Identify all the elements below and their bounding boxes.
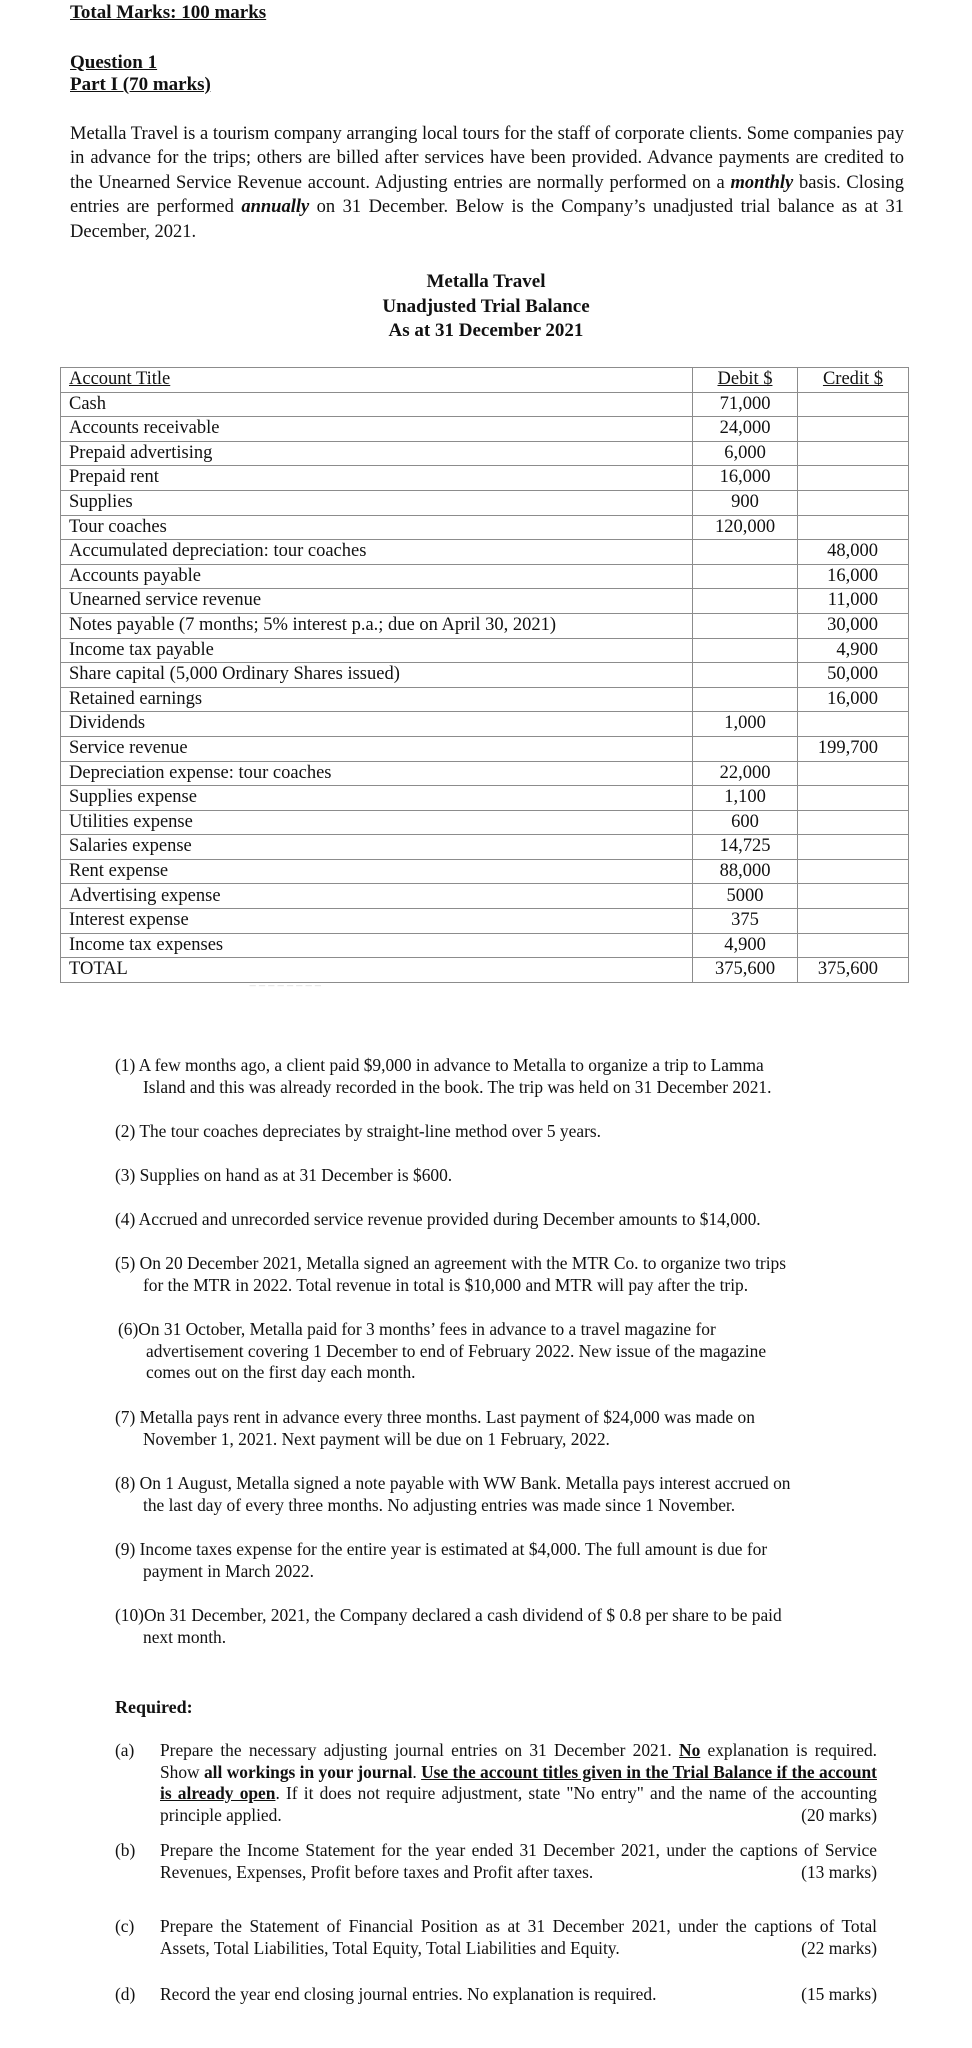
table-row	[61, 540, 909, 565]
debit-cell: 16,000	[693, 466, 798, 491]
adjustment-line: Supplies on hand as at 31 December is $600.	[139, 1165, 453, 1185]
table-row	[61, 736, 909, 761]
debit-cell	[693, 540, 798, 565]
table-row	[61, 490, 909, 515]
adjustment-number: (7)	[115, 1407, 136, 1427]
credit-cell	[798, 490, 909, 515]
adjustment-line: Accrued and unrecorded service revenue provided during December amounts to $14,000.	[138, 1209, 761, 1229]
debit-cell: 375	[693, 909, 798, 934]
marks-label: (22 marks)	[801, 1937, 877, 1958]
adjustment-number: (2)	[115, 1121, 136, 1141]
adjustment-item	[115, 1605, 877, 1648]
debit-cell: 14,725	[693, 835, 798, 860]
debit-cell: 5000	[693, 884, 798, 909]
table-row	[61, 712, 909, 737]
adjustment-number: (1)	[115, 1055, 136, 1075]
credit-cell	[798, 810, 909, 835]
account-title-cell: Service revenue	[61, 736, 693, 761]
trial-balance-title-block	[0, 270, 972, 344]
intro-text-2: basis. Closing entries are performed	[70, 172, 904, 218]
account-title-cell: Tour coaches	[61, 515, 693, 540]
adjustment-item	[115, 1209, 877, 1231]
adjustment-line: On 1 August, Metalla signed a note payable with WW Bank. Metalla pays interest accrued on	[139, 1473, 791, 1493]
debit-cell: 22,000	[693, 761, 798, 786]
credit-cell	[798, 859, 909, 884]
credit-cell	[798, 392, 909, 417]
adjustment-line: On 20 December 2021, Metalla signed an agreement with the MTR Co. to organize two trips	[139, 1253, 786, 1273]
debit-cell	[693, 613, 798, 638]
requirement-text: Prepare the Statement of Financial Position as at 31 December 2021, under the captions of Total Assets, Total Liabilities, Total Equity, Total Liabilities and Equity. (22 marks)	[160, 1916, 877, 1958]
credit-cell	[798, 909, 909, 934]
marks-label: (13 marks)	[801, 1861, 877, 1882]
intro-emphasis-monthly: monthly	[730, 172, 794, 193]
table-row	[61, 663, 909, 688]
adjustment-line: Island and this was already recorded in the book. The trip was held on 31 December 2021.	[143, 1076, 772, 1097]
table-row	[61, 515, 909, 540]
credit-cell: 30,000	[798, 613, 909, 638]
adjustment-line: comes out on the first day each month.	[146, 1362, 416, 1382]
statement-title: Unadjusted Trial Balance	[382, 295, 590, 317]
adjustment-line: The tour coaches depreciates by straight-line method over 5 years.	[139, 1121, 601, 1141]
requirement-letter: (c)	[115, 1916, 135, 1936]
requirement-letter: (b)	[115, 1840, 136, 1860]
account-title-cell: Share capital (5,000 Ordinary Shares issued)	[61, 663, 693, 688]
debit-header: Debit $	[693, 368, 798, 393]
credit-cell: 199,700	[798, 736, 909, 761]
account-title-cell: Cash	[61, 392, 693, 417]
adjustment-line: Metalla pays rent in advance every three months. Last payment of $24,000 was made on	[139, 1407, 755, 1427]
requirement-letter: (a)	[115, 1740, 135, 1760]
adjustment-item	[115, 1055, 877, 1098]
cropped-text-fragment: ‾ ‾ ‾ ‾ ‾ ‾ ‾ ‾	[250, 985, 321, 1002]
adjustment-number: (5)	[115, 1253, 136, 1273]
table-row	[61, 687, 909, 712]
table-row	[61, 589, 909, 614]
adjustment-line: On 31 December, 2021, the Company declared a cash dividend of $ 0.8 per share to be paid	[143, 1605, 782, 1625]
intro-emphasis-annually: annually	[241, 197, 310, 218]
adjustment-line: A few months ago, a client paid $9,000 in advance to Metalla to organize a trip to Lamma	[138, 1055, 764, 1075]
debit-cell: 600	[693, 810, 798, 835]
table-row	[61, 638, 909, 663]
debit-cell	[693, 736, 798, 761]
table-row	[61, 564, 909, 589]
debit-cell	[693, 663, 798, 688]
debit-cell: 120,000	[693, 515, 798, 540]
adjustment-line: November 1, 2021. Next payment will be due on 1 February, 2022.	[143, 1428, 610, 1449]
account-title-cell: Accounts payable	[61, 564, 693, 589]
credit-cell	[798, 712, 909, 737]
adjustment-line: for the MTR in 2022. Total revenue in total is $10,000 and MTR will pay after the trip.	[143, 1274, 749, 1295]
credit-cell	[798, 761, 909, 786]
requirement-letter: (d)	[115, 1984, 136, 2004]
total-marks-heading: Total Marks: 100 marks	[70, 2, 267, 23]
table-row	[61, 613, 909, 638]
account-title-cell: Income tax expenses	[61, 933, 693, 958]
question-heading	[70, 52, 211, 96]
adjustment-line: next month.	[143, 1626, 227, 1647]
table-row	[61, 835, 909, 860]
account-title-cell: Income tax payable	[61, 638, 693, 663]
adjustment-item	[115, 1253, 877, 1296]
credit-cell: 375,600	[798, 958, 909, 983]
account-title-cell: Dividends	[61, 712, 693, 737]
adjustment-number: (6)	[118, 1319, 139, 1339]
account-title-cell: Prepaid rent	[61, 466, 693, 491]
table-row	[61, 761, 909, 786]
debit-cell: 900	[693, 490, 798, 515]
account-title-cell: Retained earnings	[61, 687, 693, 712]
requirement-text: Record the year end closing journal entries. No explanation is required. (15 marks)	[160, 1984, 877, 2004]
adjustment-line: advertisement covering 1 December to end of February 2022. New issue of the magazine	[146, 1340, 767, 1361]
debit-cell	[693, 564, 798, 589]
account-title-header: Account Title	[61, 368, 693, 393]
adjustment-line: payment in March 2022.	[143, 1560, 314, 1581]
credit-header: Credit $	[798, 368, 909, 393]
table-row	[61, 909, 909, 934]
account-title-cell: Supplies	[61, 490, 693, 515]
part-label: Part I (70 marks)	[70, 74, 211, 95]
account-title-cell: Prepaid advertising	[61, 441, 693, 466]
debit-cell: 375,600	[693, 958, 798, 983]
credit-cell: 16,000	[798, 564, 909, 589]
adjustment-number: (9)	[115, 1539, 136, 1559]
trial-balance-body	[61, 392, 909, 982]
account-title-cell: Advertising expense	[61, 884, 693, 909]
debit-cell: 4,900	[693, 933, 798, 958]
adjustment-line: On 31 October, Metalla paid for 3 months’ fees in advance to a travel magazine for	[138, 1319, 716, 1339]
adjustment-number: (10)	[115, 1605, 144, 1625]
table-row	[61, 466, 909, 491]
adjustment-number: (8)	[115, 1473, 136, 1493]
credit-cell: 4,900	[798, 638, 909, 663]
trial-balance-table	[60, 367, 909, 983]
account-title-cell: Accounts receivable	[61, 417, 693, 442]
account-title-cell: Supplies expense	[61, 786, 693, 811]
company-name: Metalla Travel	[426, 271, 546, 292]
requirement-text: Prepare the Income Statement for the year ended 31 December 2021, under the captions of Service Revenues, Expenses, Profit before taxes and Profit after taxes. (13 marks)	[160, 1840, 877, 1882]
required-heading: Required:	[115, 1697, 193, 1717]
credit-cell: 16,000	[798, 687, 909, 712]
credit-cell	[798, 441, 909, 466]
requirement-b	[115, 1840, 877, 1890]
table-row	[61, 810, 909, 835]
adjustment-item	[115, 1407, 877, 1450]
credit-cell	[798, 884, 909, 909]
debit-cell: 1,100	[693, 786, 798, 811]
table-row	[61, 933, 909, 958]
adjustment-line: the last day of every three months. No adjusting entries was made since 1 November.	[143, 1494, 736, 1515]
table-row	[61, 884, 909, 909]
credit-cell	[798, 933, 909, 958]
adjustment-item	[118, 1319, 880, 1384]
debit-cell: 6,000	[693, 441, 798, 466]
table-row	[61, 417, 909, 442]
intro-text-1: Metalla Travel is a tourism company arranging local tours for the staff of corporate clients. Some companies pay in advance for the trips; others are billed after services have been provided. Advance payments are credited to the Unearned Service Revenue account. Adjusting entries are normally performed on a	[70, 124, 904, 193]
table-row	[61, 958, 909, 983]
credit-cell	[798, 515, 909, 540]
credit-cell	[798, 786, 909, 811]
account-title-cell: Unearned service revenue	[61, 589, 693, 614]
intro-text-3: on 31 December. Below is the Company’s unadjusted trial balance as at 31 December, 2021.	[70, 197, 904, 242]
requirement-c	[115, 1916, 877, 1966]
debit-cell: 1,000	[693, 712, 798, 737]
credit-cell: 50,000	[798, 663, 909, 688]
account-title-cell: Interest expense	[61, 909, 693, 934]
cropped-text-strip	[60, 985, 908, 1008]
credit-cell	[798, 466, 909, 491]
debit-cell: 24,000	[693, 417, 798, 442]
adjustment-number: (4)	[115, 1209, 136, 1229]
account-title-cell: Accumulated depreciation: tour coaches	[61, 540, 693, 565]
adjustment-item	[115, 1473, 877, 1516]
debit-cell: 71,000	[693, 392, 798, 417]
table-row	[61, 859, 909, 884]
adjustment-item	[115, 1539, 877, 1582]
statement-date: As at 31 December 2021	[388, 320, 584, 341]
requirement-text: Prepare the necessary adjusting journal entries on 31 December 2021. No explanation is required. Show all workings in your journal. Use the account titles given in the Trial Balance if the account is already open. If it does not require adjustment, state "No entry" and the name of the accounting principle applied. (20 marks)	[160, 1740, 877, 1825]
question-number: Question 1	[70, 52, 158, 73]
account-title-cell: Salaries expense	[61, 835, 693, 860]
marks-label: (20 marks)	[801, 1804, 877, 1825]
account-title-cell: Depreciation expense: tour coaches	[61, 761, 693, 786]
marks-label: (15 marks)	[801, 1984, 877, 2004]
credit-cell: 48,000	[798, 540, 909, 565]
account-title-cell: TOTAL	[61, 958, 693, 983]
credit-cell	[798, 417, 909, 442]
credit-cell	[798, 835, 909, 860]
adjustment-number: (3)	[115, 1165, 136, 1185]
debit-cell	[693, 638, 798, 663]
account-title-cell: Utilities expense	[61, 810, 693, 835]
requirement-a	[115, 1740, 877, 1830]
table-row	[61, 786, 909, 811]
credit-cell: 11,000	[798, 589, 909, 614]
adjustment-line: Income taxes expense for the entire year is estimated at $4,000. The full amount is due for	[139, 1539, 768, 1559]
debit-cell	[693, 589, 798, 614]
intro-paragraph	[70, 122, 904, 244]
table-header-row	[61, 368, 909, 393]
requirement-d	[115, 1984, 877, 2010]
table-row	[61, 392, 909, 417]
account-title-cell: Notes payable (7 months; 5% interest p.a.; due on April 30, 2021)	[61, 613, 693, 638]
debit-cell: 88,000	[693, 859, 798, 884]
adjustment-item	[115, 1165, 877, 1187]
adjustment-item	[115, 1121, 877, 1143]
debit-cell	[693, 687, 798, 712]
table-row	[61, 441, 909, 466]
account-title-cell: Rent expense	[61, 859, 693, 884]
